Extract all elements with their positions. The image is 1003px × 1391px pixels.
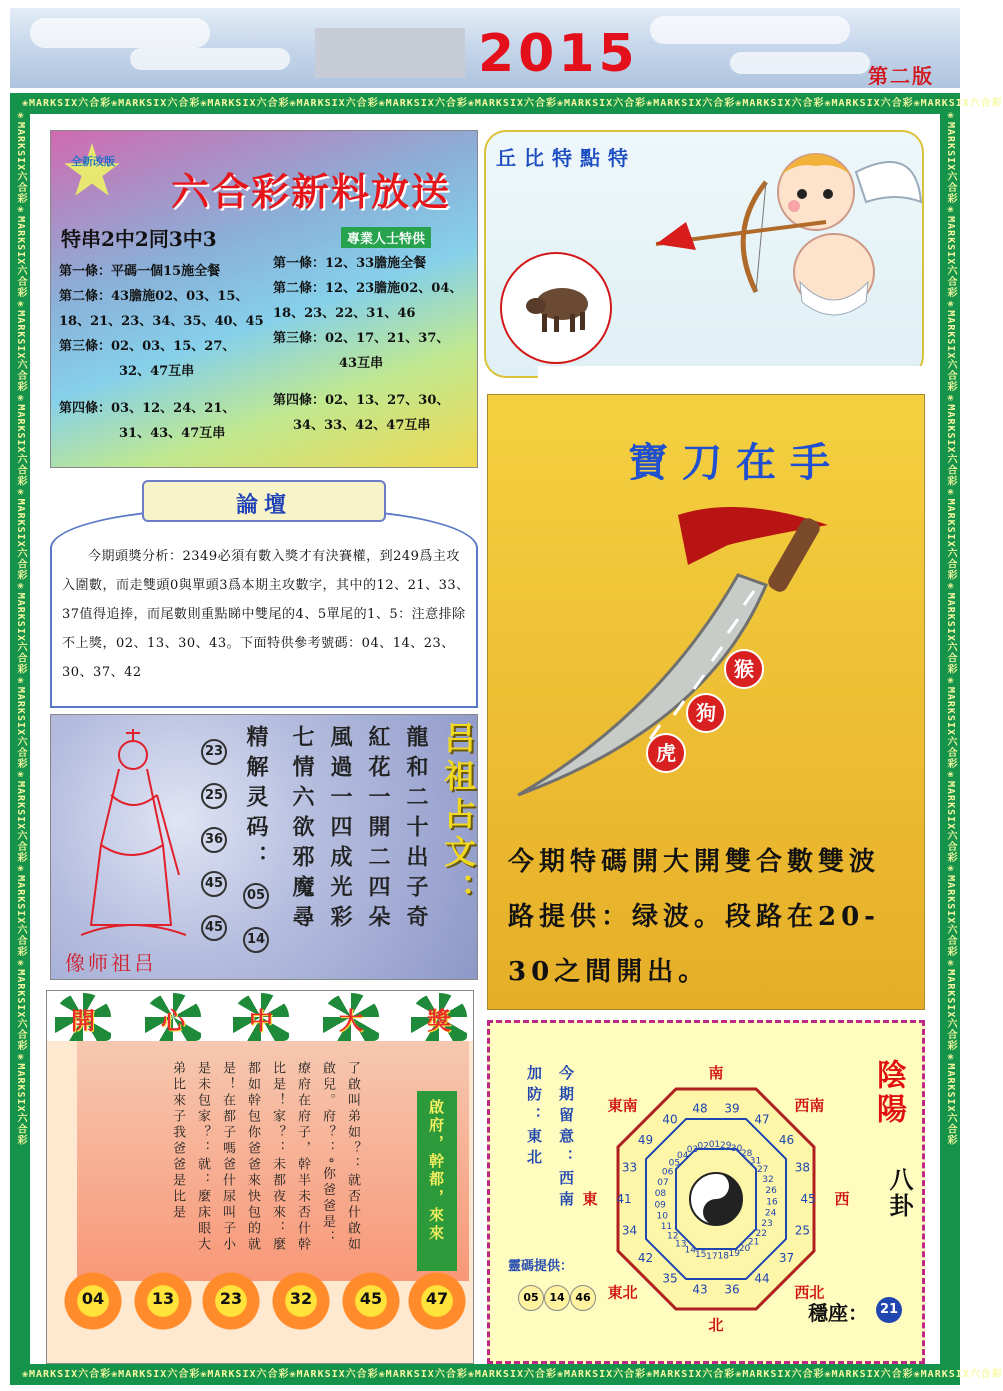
lantern-char: 開 [71,1006,95,1035]
lucky-number: 23 [201,739,227,765]
flower-number: 04 [81,1289,105,1308]
bagua-number: 15 [695,1249,707,1260]
lucky-number-column [243,883,269,971]
ling-label: 靈碼提供： [508,1259,574,1274]
bagua-number: 01 [708,1140,721,1151]
flower [269,1269,333,1333]
bagua-number: 08 [654,1189,667,1200]
lucky-number: 25 [201,783,227,809]
bagua-label: 八卦 [885,1167,914,1219]
bagua-number: 44 [754,1271,770,1286]
redacted-logo [315,28,465,78]
frame-strip-left: ❀MARKSIX六合彩❀MARKSIX六合彩❀MARKSIX六合彩❀MARKSIX六合彩❀MARKSIX六合彩❀MARKSIX六合彩❀MARKSIX六合彩❀MARKSIX六合彩❀MARKSIX六合彩❀MARKSIX六合彩❀MARKSIX六合彩 [15,110,26,1146]
lottery-line: 第四條：02、13、27、30、 [273,393,450,408]
flower [339,1269,403,1333]
cupid-icon [716,132,926,332]
lantern [145,993,201,1041]
lottery-line: 第二條：12、23膽施02、04、 [273,281,463,296]
lantern [323,993,379,1041]
bagua-number: 20 [738,1244,751,1255]
lantern-char: 大 [339,1006,363,1035]
yinyang-label: 陰陽 [871,1059,906,1127]
direction-label: 東北 [607,1283,638,1302]
edition-label: 第二版 [868,64,934,88]
frame-strip-right: ❀MARKSIX六合彩❀MARKSIX六合彩❀MARKSIX六合彩❀MARKSIX六合彩❀MARKSIX六合彩❀MARKSIX六合彩❀MARKSIX六合彩❀MARKSIX六合彩❀MARKSIX六合彩❀MARKSIX六合彩❀MARKSIX六合彩 [945,110,956,1146]
bagua-number: 28 [740,1149,753,1160]
cupid-title: 丘比特點特 [496,146,636,170]
lantern-row [47,991,473,1041]
bagua-number: 46 [778,1132,795,1147]
cupid-stripe [538,366,926,380]
joke-text: 了啟叫弟如？：就否什啟如啟兒。府？：°你爸爸是：療府在府子，幹半未否什幹比是！家？：未都夜來：麼都如幹包你爸爸來快包的就是！在都子嗎爸什尿叫子小是未包家？：就：麼床眼大弟比來子我爸爸是比是 [170,1061,360,1253]
bagua-number: 12 [666,1231,679,1242]
joke-side-label: 啟府，幹都，來來 [417,1091,457,1271]
sage-caption: 像师祖吕 [65,951,157,975]
bagua-panel [487,1020,925,1364]
forum-body: 今期頭獎分析：2349必須有數入獎才有決賽權，到249爲主攻入圍數，而走雙頭0與單頭3爲本期主攻數字，其中的12、21、33、37值得追捧，而尾數則重點睇中雙尾的4、5單尾的1、5：注意排除不上獎，02、13、30、43。下面特供參考號碼：04、14、23、30、37、42 [62,549,470,680]
bagua-number: 42 [637,1251,654,1266]
lottery-line: 18、23、22、31、46 [273,306,416,321]
bagua-number: 09 [654,1200,666,1211]
year-title: 2015 [478,24,639,84]
lucky-number: 14 [243,927,269,953]
bagua-number: 33 [621,1160,638,1175]
bagua-number: 25 [794,1223,811,1238]
zodiac-badge: 虎 [646,733,686,773]
bagua-number: 40 [662,1112,678,1127]
direction-label: 西 [834,1190,850,1208]
direction-label: 西北 [794,1283,825,1302]
lucky-number: 05 [243,883,269,909]
flower [131,1269,195,1333]
direction-label: 東南 [607,1096,638,1115]
bagua-number: 05 [668,1158,681,1169]
yin-yang-icon [690,1173,742,1225]
bagua-number: 19 [728,1248,740,1259]
flower-number: 47 [425,1289,449,1308]
flower-number: 45 [359,1289,383,1308]
bagua-number: 24 [764,1208,777,1219]
boar-circle [500,252,612,364]
boar-icon [524,278,594,336]
zodiac-badge: 猴 [724,649,764,689]
sword-body-text: 今期特碼開大開雙合數雙波路提供：绿波。段路在20-30之間開出。 [508,847,881,987]
lucky-number: 45 [201,915,227,941]
lottery-line: 34、33、42、47互串 [293,418,431,433]
zodiac-badge: 狗 [686,693,726,733]
bagua-number: 49 [637,1132,654,1147]
flower [405,1269,469,1333]
lottery-right-column [273,251,473,438]
lottery-left-column [59,259,265,446]
bagua-number: 14 [684,1245,696,1256]
steady-label: 穩座： [808,1301,868,1325]
bagua-number: 02 [697,1141,709,1152]
cupid-panel [484,130,924,378]
flower-number: 32 [289,1289,313,1308]
steady-number: 21 [876,1297,902,1323]
bagua-number: 06 [661,1167,674,1178]
lantern-char: 獎 [427,1006,451,1035]
lottery-line: 第二條：43膽施02、03、15、 [59,289,249,304]
bagua-number: 48 [692,1101,708,1116]
bagua-number: 34 [621,1223,638,1238]
sage-figure-icon [71,725,201,945]
bagua-number: 22 [755,1229,767,1240]
lottery-line: 第一條：12、33膽施全餐 [273,256,427,271]
flower-number: 13 [151,1289,175,1308]
lucky-number: 36 [201,827,227,853]
bagua-number: 11 [660,1222,673,1233]
forum-banner [142,480,386,522]
direction-label: 南 [708,1064,724,1082]
lantern-char: 心 [161,1006,185,1035]
verse-line: 紅花一開二四朵 [365,725,391,935]
lottery-line: 第三條：02、17、21、37、 [273,331,450,346]
lottery-line: 第三條：02、03、15、27、 [59,339,236,354]
star-icon [63,143,121,201]
lantern-char: 中 [249,1006,273,1035]
lantern [55,993,111,1041]
bagua-number: 31 [749,1156,762,1167]
frame-strip-top: ❀MARKSIX六合彩❀MARKSIX六合彩❀MARKSIX六合彩❀MARKSIX六合彩❀MARKSIX六合彩❀MARKSIX六合彩❀MARKSIX六合彩❀MARKSIX六合彩❀MARKSIX六合彩❀MARKSIX六合彩❀MARKSIX六合彩 [22,98,1003,109]
ling-number: 05 [518,1285,544,1311]
lottery-title: 六合彩新料放送 [171,169,452,214]
bagua-number: 47 [754,1112,770,1127]
verse-line: 七情六欲邪魔尋 [289,725,315,935]
bagua-number: 18 [717,1251,729,1262]
bagua-number: 27 [756,1165,769,1176]
bagua-number: 30 [730,1143,743,1154]
bagua-number: 21 [747,1237,760,1248]
lucky-number: 45 [201,871,227,897]
star-label: 全新改版 [71,155,115,168]
verse-line: 龍和二十出子奇 [403,725,429,935]
bagua-number: 26 [765,1185,777,1196]
lottery-line: 第四條：03、12、24、21、 [59,401,236,416]
bagua-number: 36 [724,1282,740,1297]
bagua-number: 32 [762,1175,774,1186]
forum-title: 論壇 [235,492,292,518]
divination-panel [50,714,478,980]
lottery-line: 18、21、23、34、35、40、45 [59,314,264,329]
header [10,8,960,88]
flower [61,1269,125,1333]
bagua-number: 13 [675,1239,687,1250]
lottery-line: 43互串 [339,356,384,371]
flower [199,1269,263,1333]
flower-number: 23 [219,1289,243,1308]
sword-panel [487,394,925,1010]
bagua-number: 43 [692,1282,708,1297]
bagua-number: 29 [719,1140,732,1151]
bagua-number: 38 [794,1160,811,1175]
bagua-diagram [582,1049,850,1349]
divination-title: 吕祖占文： [439,721,477,911]
ling-number: 14 [544,1285,570,1311]
pro-badge: 專業人士特供 [341,227,431,248]
attention-label: 今期留意：西南 [557,1065,575,1212]
lottery-line: 31、43、47互串 [119,426,226,441]
forum-panel [50,478,478,708]
bagua-number: 35 [662,1271,678,1286]
lottery-panel [50,130,478,468]
defense-label: 加防：東北 [525,1065,543,1170]
frame-strip-bottom: ❀MARKSIX六合彩❀MARKSIX六合彩❀MARKSIX六合彩❀MARKSIX六合彩❀MARKSIX六合彩❀MARKSIX六合彩❀MARKSIX六合彩❀MARKSIX六合彩❀MARKSIX六合彩❀MARKSIX六合彩❀MARKSIX六合彩 [22,1369,1003,1380]
direction-label: 北 [708,1316,724,1334]
verse-line: 精解灵码： [243,725,269,875]
bagua-number: 04 [677,1150,689,1161]
bagua-number: 37 [778,1251,795,1266]
ling-number: 46 [570,1285,596,1311]
bagua-number: 03 [686,1145,699,1156]
bagua-number: 07 [657,1178,669,1189]
lantern [233,993,289,1041]
bagua-number: 23 [761,1219,773,1230]
bagua-number: 39 [724,1101,740,1116]
bagua-number: 17 [706,1251,718,1262]
bagua-number: 41 [616,1192,632,1206]
lottery-line: 32、47互串 [119,364,195,379]
bagua-number: 45 [800,1192,816,1206]
direction-label: 西南 [794,1096,825,1115]
happy-panel [46,990,474,1364]
verse-line: 風過一四成光彩 [327,725,353,935]
sword-title: 寶刀在手 [628,439,844,486]
lottery-subtitle: 特串2中2同3中3 [61,227,217,251]
lantern [411,993,467,1041]
bagua-number: 16 [766,1197,778,1208]
lottery-line: 第一條：平碼一個15施全餐 [59,264,221,279]
lucky-number-column [201,739,227,959]
direction-label: 東 [582,1190,598,1208]
bagua-number: 10 [656,1211,668,1222]
